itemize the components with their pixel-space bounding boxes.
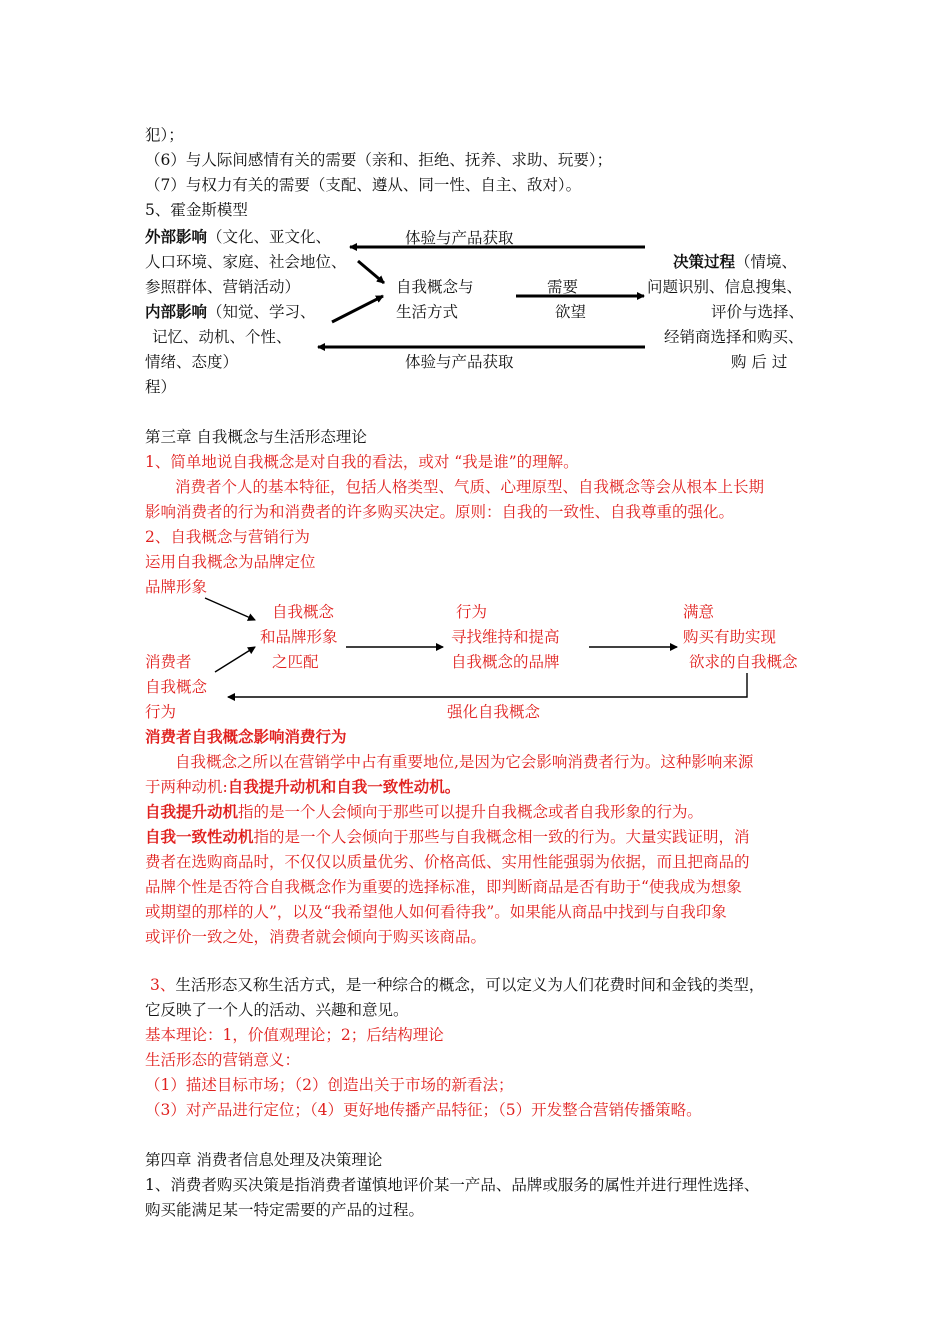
bold-term: 自我提升动机 [145, 802, 239, 821]
text-span: 指的是一个人会倾向于那些与自我概念相一致的行为。大量实践证明，消 [253, 828, 750, 846]
behavior-box-text: 自我概念的品牌 [451, 653, 560, 671]
section-heading: 5、霍金斯模型 [145, 201, 248, 219]
need-label: 需要 [547, 278, 579, 296]
text-span: 生活形态又称生活方式，是一种综合的概念，可以定义为人们花费时间和金钱的类型， [175, 976, 765, 994]
text-line: 或期望的那样的人”，以及“我希望他人如何看待我”。如果能从商品中找到与自我印象 [145, 903, 727, 921]
decision-text: 经销商选择和购买、 [664, 328, 804, 346]
text-line: （1）描述目标市场；（2）创造出关于市场的新看法； [145, 1076, 514, 1094]
reinforce-label: 强化自我概念 [447, 703, 541, 721]
satisfaction-box-text: 欲求的自我概念 [689, 653, 798, 671]
arrow-brand-image-to-match [205, 598, 255, 620]
consumer-label: 行为 [145, 703, 177, 721]
decision-title: 决策过程 [673, 252, 736, 271]
decision-text: 评价与选择、 [711, 303, 805, 321]
decision-text: 购 后 过 [731, 353, 788, 371]
bold-term: 自我提升动机和自我一致性动机。 [227, 777, 461, 796]
text-line: 1、消费者购买决策是指消费者谨慎地评价某一产品、品牌或服务的属性并进行理性选择、 [145, 1176, 760, 1194]
text-line: 影响消费者的行为和消费者的许多购买决定。原则：自我的一致性、自我尊重的强化。 [145, 503, 735, 521]
lifestyle-label: 生活方式 [396, 303, 459, 321]
experience-label-top: 体验与产品获取 [405, 229, 514, 247]
text-line: 运用自我概念为品牌定位 [145, 553, 316, 571]
internal-text: 程） [145, 378, 177, 396]
self-concept-label: 自我概念与 [396, 278, 474, 296]
text-line: 品牌个性是否符合自我概念作为重要的选择标准，即判断商品是否有助于“使我成为想象 [145, 878, 742, 896]
section-heading: 消费者自我概念影响消费行为 [145, 727, 347, 746]
decision-text: （情境、 [735, 253, 798, 271]
chapter-title: 第三章 自我概念与生活形态理论 [145, 428, 367, 446]
section-heading: 2、自我概念与营销行为 [145, 528, 310, 546]
want-label: 欲望 [555, 303, 587, 321]
satisfaction-box-text: 购买有助实现 [683, 628, 777, 646]
text-line: 1、简单地说自我概念是对自我的看法，或对 “我是谁”的理解。 [145, 453, 579, 471]
decision-text: 问题识别、信息搜集、 [647, 278, 803, 296]
text-line: 生活形态的营销意义： [145, 1051, 301, 1069]
text-line: 基本理论：1，价值观理论；2；后结构理论 [145, 1026, 444, 1044]
internal-text: 情绪、态度） [145, 353, 239, 371]
consumer-label: 自我概念 [145, 678, 208, 696]
chapter-title: 第四章 消费者信息处理及决策理论 [145, 1151, 383, 1169]
behavior-box-text: 行为 [456, 603, 488, 621]
text-line: 或评价一致之处，消费者就会倾向于购买该商品。 [145, 928, 487, 946]
satisfaction-box-text: 满意 [683, 603, 715, 621]
experience-label-bottom: 体验与产品获取 [405, 353, 514, 371]
internal-text: 记忆、动机、个性、 [152, 328, 292, 346]
match-box-text: 和品牌形象 [260, 628, 338, 646]
text-line: 犯）； [145, 126, 184, 144]
text-line: 消费者个人的基本特征，包括人格类型、气质、心理原型、自我概念等会从根本上长期 [175, 478, 765, 496]
external-title: 外部影响 [145, 227, 208, 246]
arrow-internal-to-self [332, 296, 383, 322]
arrow-consumer-to-match [215, 647, 255, 672]
text-span: 3、 [150, 976, 176, 994]
external-text: （文化、亚文化、 [207, 228, 332, 246]
consumer-label: 消费者 [145, 653, 192, 671]
text-line: （7）与权力有关的需要（支配、遵从、同一性、自主、敌对）。 [145, 176, 582, 194]
behavior-box-text: 寻找维持和提高 [451, 628, 560, 646]
text-line: 自我概念之所以在营销学中占有重要地位,是因为它会影响消费者行为。这种影响来源 [175, 753, 754, 771]
external-text: 人口环境、家庭、社会地位、 [145, 253, 347, 271]
external-text: 参照群体、营销活动） [145, 278, 301, 296]
text-line: 费者在选购商品时，不仅仅以质量优劣、价格高低、实用性能强弱为依据，而且把商品的 [145, 853, 750, 871]
internal-title: 内部影响 [145, 302, 208, 321]
bold-term: 自我一致性动机 [145, 827, 254, 846]
text-span: 指的是一个人会倾向于那些可以提升自我概念或者自我形象的行为。 [238, 803, 704, 821]
text-line: 它反映了一个人的活动、兴趣和意见。 [145, 1001, 409, 1019]
internal-text: （知觉、学习、 [207, 303, 316, 321]
text-line: 购买能满足某一特定需要的产品的过程。 [145, 1201, 425, 1219]
text-line: （3）对产品进行定位；（4）更好地传播产品特征；（5）开发整合营销传播策略。 [145, 1101, 702, 1119]
match-box-text: 自我概念 [272, 603, 335, 621]
arrow-external-to-self [358, 261, 384, 283]
text-span: 于两种动机: [145, 778, 228, 796]
arrow-reinforce-loop [228, 673, 747, 697]
text-line: 品牌形象 [145, 578, 208, 596]
match-box-text: 之匹配 [272, 653, 319, 671]
text-line: （6）与人际间感情有关的需要（亲和、拒绝、抚养、求助、玩要）； [145, 151, 613, 169]
